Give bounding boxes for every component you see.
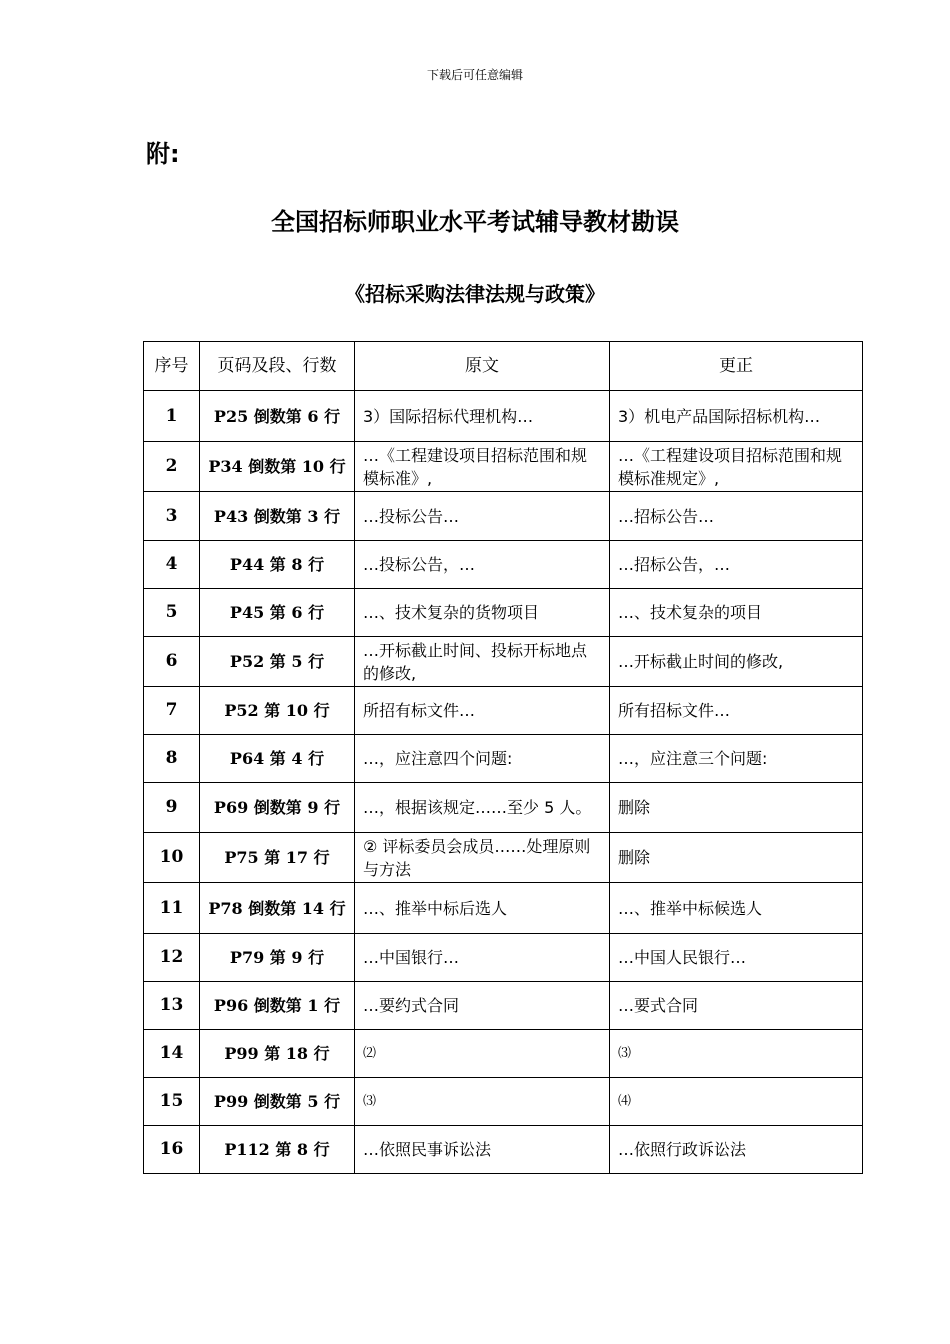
cell-seq: 15 [144, 1078, 200, 1126]
table-row [144, 1030, 863, 1078]
cell-seq: 9 [144, 783, 200, 833]
cell-corrected: …、技术复杂的项目 [610, 589, 863, 637]
cell-page: P99 第 18 行 [200, 1030, 355, 1078]
cell-original: …开标截止时间、投标开标地点的修改, [355, 637, 610, 687]
table-row [144, 637, 863, 687]
header-seq: 序号 [144, 342, 200, 391]
cell-original: …投标公告… [355, 492, 610, 541]
cell-original: 所招有标文件… [355, 687, 610, 735]
cell-seq: 6 [144, 637, 200, 687]
cell-corrected: …招标公告… [610, 492, 863, 541]
cell-corrected: …招标公告，… [610, 541, 863, 589]
table-row [144, 934, 863, 982]
table-row [144, 1078, 863, 1126]
cell-original: …、技术复杂的货物项目 [355, 589, 610, 637]
table-row [144, 589, 863, 637]
cell-page: P69 倒数第 9 行 [200, 783, 355, 833]
cell-original: ⑶ [355, 1078, 610, 1126]
cell-page: P52 第 10 行 [200, 687, 355, 735]
table-row [144, 982, 863, 1030]
cell-original: …依照民事诉讼法 [355, 1126, 610, 1174]
header-page: 页码及段、行数 [200, 342, 355, 391]
cell-original: …要约式合同 [355, 982, 610, 1030]
cell-page: P25 倒数第 6 行 [200, 391, 355, 442]
cell-seq: 7 [144, 687, 200, 735]
cell-page: P34 倒数第 10 行 [200, 442, 355, 492]
cell-original: …，应注意四个问题: [355, 735, 610, 783]
cell-page: P44 第 8 行 [200, 541, 355, 589]
cell-seq: 1 [144, 391, 200, 442]
cell-page: P79 第 9 行 [200, 934, 355, 982]
cell-corrected: 3）机电产品国际招标机构… [610, 391, 863, 442]
table-row [144, 687, 863, 735]
table-header-row [144, 342, 863, 391]
header-note: 下载后可任意编辑 [426, 68, 523, 82]
cell-seq: 3 [144, 492, 200, 541]
cell-page: P96 倒数第 1 行 [200, 982, 355, 1030]
table-row [144, 541, 863, 589]
cell-original: …投标公告，… [355, 541, 610, 589]
cell-seq: 12 [144, 934, 200, 982]
cell-seq: 8 [144, 735, 200, 783]
cell-original: …、推举中标后选人 [355, 883, 610, 934]
table-row [144, 735, 863, 783]
cell-corrected: ⑷ [610, 1078, 863, 1126]
cell-corrected: …要式合同 [610, 982, 863, 1030]
cell-seq: 10 [144, 833, 200, 883]
appendix-label: 附: [146, 140, 180, 168]
cell-seq: 2 [144, 442, 200, 492]
cell-seq: 11 [144, 883, 200, 934]
table-row [144, 883, 863, 934]
cell-original: …中国银行… [355, 934, 610, 982]
header-corrected: 更正 [610, 342, 863, 391]
cell-original: ② 评标委员会成员……处理原则与方法 [355, 833, 610, 883]
cell-original: 3）国际招标代理机构… [355, 391, 610, 442]
cell-page: P99 倒数第 5 行 [200, 1078, 355, 1126]
cell-corrected: 删除 [610, 783, 863, 833]
cell-seq: 13 [144, 982, 200, 1030]
cell-page: P78 倒数第 14 行 [200, 883, 355, 934]
table-row [144, 783, 863, 833]
cell-corrected: …中国人民银行… [610, 934, 863, 982]
table-row [144, 492, 863, 541]
cell-corrected: …、推举中标候选人 [610, 883, 863, 934]
cell-corrected: 所有招标文件… [610, 687, 863, 735]
cell-page: P75 第 17 行 [200, 833, 355, 883]
cell-corrected: 删除 [610, 833, 863, 883]
cell-seq: 4 [144, 541, 200, 589]
cell-corrected: …《工程建设项目招标范围和规模标准规定》, [610, 442, 863, 492]
errata-table [143, 341, 863, 1174]
cell-page: P45 第 6 行 [200, 589, 355, 637]
cell-page: P43 倒数第 3 行 [200, 492, 355, 541]
cell-page: P64 第 4 行 [200, 735, 355, 783]
cell-corrected: ⑶ [610, 1030, 863, 1078]
table-row [144, 833, 863, 883]
cell-seq: 16 [144, 1126, 200, 1174]
document-title: 全国招标师职业水平考试辅导教材勘误 [271, 208, 679, 236]
cell-seq: 14 [144, 1030, 200, 1078]
cell-original: …《工程建设项目招标范围和规模标准》, [355, 442, 610, 492]
cell-original: ⑵ [355, 1030, 610, 1078]
cell-page: P112 第 8 行 [200, 1126, 355, 1174]
table-row [144, 391, 863, 442]
cell-page: P52 第 5 行 [200, 637, 355, 687]
table-row [144, 1126, 863, 1174]
cell-seq: 5 [144, 589, 200, 637]
cell-original: …，根据该规定……至少 5 人。 [355, 783, 610, 833]
cell-corrected: …依照行政诉讼法 [610, 1126, 863, 1174]
cell-corrected: …，应注意三个问题: [610, 735, 863, 783]
table-row [144, 442, 863, 492]
document-subtitle: 《招标采购法律法规与政策》 [345, 282, 605, 306]
header-original: 原文 [355, 342, 610, 391]
cell-corrected: …开标截止时间的修改, [610, 637, 863, 687]
